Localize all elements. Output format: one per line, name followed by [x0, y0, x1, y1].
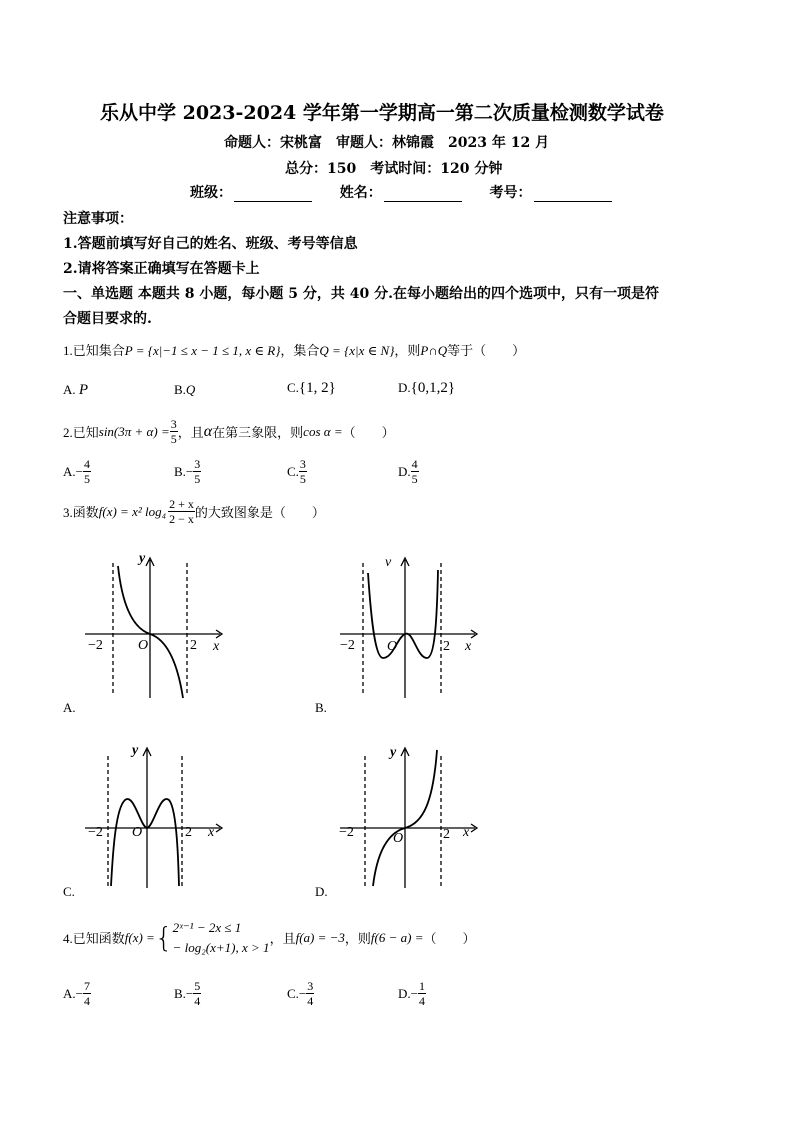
- q1-option-b[interactable]: B.Q: [174, 382, 196, 397]
- svg-text:y: y: [390, 745, 397, 760]
- class-label: 班级：: [190, 185, 232, 201]
- q4-option-b[interactable]: B. − $\frac{5}{4}$: [174, 979, 201, 1008]
- q2-fraction: $\frac{3}{5}$: [170, 417, 177, 446]
- svg-text:O: O: [387, 639, 398, 654]
- q1-set-q: Q = {x|x ∈ N}: [319, 343, 395, 358]
- q4-func: f(x) =: [124, 929, 155, 945]
- q3-func: f(x) = x² log₄: [98, 503, 167, 519]
- q4-text-b: ，且: [269, 931, 296, 946]
- section-heading-line2: 合题目要求的.: [63, 311, 152, 327]
- exam-info: 总分：150 考试时间：120 分钟: [285, 161, 503, 177]
- q1-option-d[interactable]: D.{0,1,2}: [398, 380, 456, 396]
- q4-text-a: 4.已知函数: [63, 931, 125, 946]
- id-label: 考号：: [489, 185, 532, 201]
- q3-choice-a[interactable]: A.: [63, 700, 76, 715]
- q2-lhs: sin(3π + α) =: [98, 423, 170, 439]
- svg-text:x: x: [465, 639, 472, 654]
- q2-option-a[interactable]: A. − $\frac{4}{5}$: [63, 457, 90, 486]
- graph-c[interactable]: [80, 738, 230, 893]
- q1-set-p: P = {x|−1 ≤ x − 1 ≤ 1, x ∈ R}: [124, 343, 281, 358]
- q4-text-c: ，则: [344, 931, 371, 946]
- q2-text-b: ，且: [177, 425, 204, 440]
- graph-b[interactable]: [335, 548, 485, 703]
- notes-heading: 注意事项：: [63, 211, 133, 227]
- q2-text-c: 在第三象限，则: [212, 425, 304, 440]
- q4-ask: f(6 − a) =: [370, 929, 424, 945]
- q1-text-a: 1.已知集合: [63, 343, 125, 358]
- question-1: [63, 340, 525, 359]
- graph-d[interactable]: [335, 738, 485, 893]
- svg-text:x: x: [208, 825, 215, 840]
- notes-item-1: 1.答题前填写好自己的姓名、班级、考号等信息: [63, 236, 358, 252]
- svg-text:−2: −2: [339, 825, 354, 840]
- question-4: [63, 918, 476, 957]
- svg-text:−2: −2: [340, 638, 355, 653]
- name-label: 姓名：: [339, 185, 382, 201]
- svg-text:O: O: [393, 831, 404, 846]
- question-3: [63, 498, 325, 525]
- q3-text-a: 3.函数: [63, 505, 99, 520]
- q3-choice-c[interactable]: C.: [63, 884, 75, 899]
- q1-option-c[interactable]: C.{1, 2}: [287, 380, 336, 396]
- q1-text-d: 等于（ ）: [447, 343, 526, 358]
- q4-option-d[interactable]: D. − $\frac{1}{4}$: [398, 979, 425, 1008]
- id-blank[interactable]: [534, 187, 612, 202]
- graph-b-y-label: v: [385, 555, 392, 570]
- exam-authors: 命题人：宋桃富 审题人：林锦霞 2023 年 12 月: [224, 135, 550, 151]
- notes-item-2: 2.请将答案正确填写在答题卡上: [63, 261, 260, 277]
- graph-a-neg2: −2: [88, 638, 103, 653]
- q2-alpha: α: [203, 422, 213, 440]
- q3-text-b: 的大致图象是（ ）: [194, 505, 325, 520]
- q2-option-d[interactable]: D. $\frac{4}{5}$: [398, 457, 418, 486]
- q4-brace: {: [154, 920, 173, 954]
- svg-text:−2: −2: [88, 825, 103, 840]
- graph-a-pos2: 2: [190, 638, 197, 653]
- section-heading-line1: 一、单选题 本题共 8 小题，每小题 5 分，共 40 分.在每小题给出的四个选项中，只有一项是符: [63, 286, 659, 302]
- svg-text:2: 2: [185, 825, 192, 840]
- graph-c-curve: [111, 799, 179, 886]
- svg-text:2: 2: [443, 639, 450, 654]
- q3-choice-d[interactable]: D.: [315, 884, 328, 899]
- class-blank[interactable]: [234, 187, 312, 202]
- q2-text-d: （ ）: [342, 425, 395, 440]
- q1-text-c: ，则: [394, 343, 421, 358]
- q1-expr: P∩Q: [420, 343, 448, 358]
- student-info-row: [190, 182, 612, 202]
- q1-text-b: ，集合: [280, 343, 320, 358]
- graph-a-origin: O: [138, 638, 149, 653]
- svg-text:2: 2: [443, 827, 450, 842]
- graph-a-y-label: y: [139, 551, 146, 566]
- q3-fraction: $\frac{2 + x}{2 - x}$: [169, 497, 194, 526]
- q4-text-d: （ ）: [423, 931, 476, 946]
- q2-cos: cos α =: [303, 423, 343, 439]
- q2-option-c[interactable]: C. $\frac{3}{5}$: [287, 457, 306, 486]
- svg-text:y: y: [132, 743, 139, 758]
- exam-title: 乐从中学 2023-2024 学年第一学期高一第二次质量检测数学试卷: [100, 102, 664, 124]
- q1-option-a[interactable]: A. P: [63, 382, 89, 398]
- graph-a[interactable]: [80, 548, 230, 703]
- q3-choice-b[interactable]: B.: [315, 700, 327, 715]
- q4-cases: 2ˣ⁻¹ − 2x ≤ 1 − log₂(x+1), x > 1: [172, 920, 270, 955]
- svg-text:x: x: [463, 825, 470, 840]
- q2-text-a: 2.已知: [63, 425, 99, 440]
- q4-option-a[interactable]: A. − $\frac{7}{4}$: [63, 979, 90, 1008]
- svg-text:O: O: [132, 825, 143, 840]
- question-2: [63, 418, 395, 445]
- name-blank[interactable]: [384, 187, 462, 202]
- q4-cond: f(a) = −3: [295, 929, 345, 945]
- q4-option-c[interactable]: C. − $\frac{3}{4}$: [287, 979, 314, 1008]
- graph-a-x-label: x: [213, 639, 220, 654]
- graph-b-curve: [368, 570, 438, 658]
- q2-option-b[interactable]: B. − $\frac{3}{5}$: [174, 457, 201, 486]
